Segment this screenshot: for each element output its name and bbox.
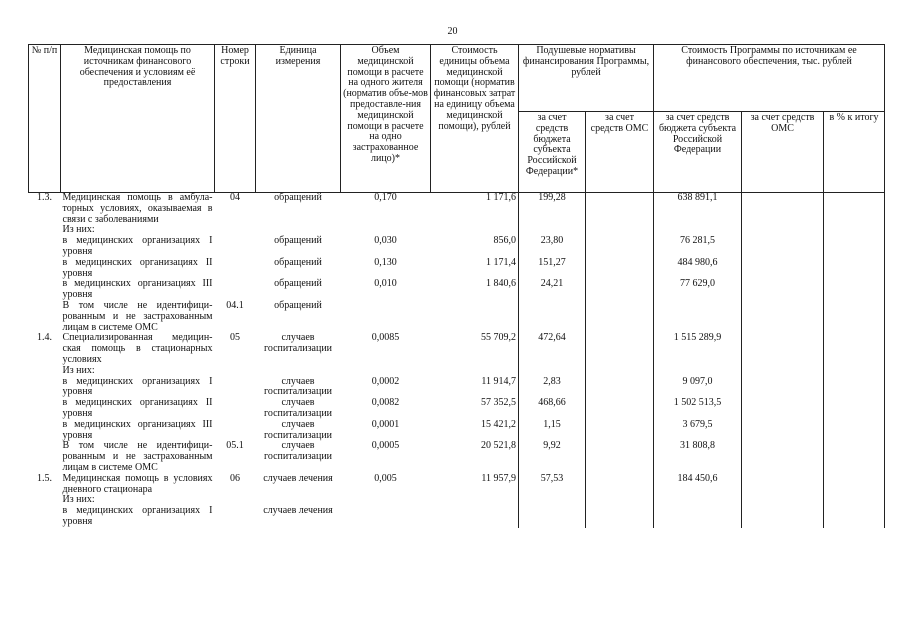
cell-pct xyxy=(824,441,885,473)
cell-cost xyxy=(431,495,519,506)
header-row-number: Номер строки xyxy=(215,45,256,193)
cell-volume: 0,0085 xyxy=(371,332,400,344)
cell-unit: обращений xyxy=(274,278,322,290)
cell-name: Специализированная медицин-ская помощь в стационарных условиях xyxy=(62,332,213,365)
table-row xyxy=(29,377,885,399)
cell-cost: 55 709,2 xyxy=(481,332,516,344)
cell-norm-oms xyxy=(586,193,654,226)
cell-cost-budget: 184 450,6 xyxy=(654,474,742,496)
cell-norm-oms xyxy=(586,366,654,377)
cell-norm-oms xyxy=(586,279,654,301)
cell-cost: 1 171,6 xyxy=(486,192,516,203)
cell-unit: случаев госпитализации xyxy=(263,375,333,398)
cell-unit: обращений xyxy=(274,299,322,311)
header-unit: Единица измерения xyxy=(256,45,341,193)
cell-volume xyxy=(341,506,431,528)
cell-cost: 11 914,7 xyxy=(481,375,516,387)
cell-name: в медицинских организациях II уровня xyxy=(62,256,213,279)
header-cost-pct: в % к итогу xyxy=(824,112,885,193)
cell-unit: случаев госпитализации xyxy=(263,418,333,441)
cell-no: 1.3. xyxy=(37,192,52,203)
cell-cost-oms xyxy=(742,474,824,496)
cell-no xyxy=(29,441,61,473)
table-row xyxy=(29,420,885,442)
cell-norm-oms xyxy=(586,506,654,528)
cell-cost-budget xyxy=(654,366,742,377)
table-row xyxy=(29,301,885,333)
cell-norm-budget: 2,83 xyxy=(519,377,586,399)
cell-pct xyxy=(824,236,885,258)
cell-row xyxy=(215,279,256,301)
cell-norm-oms xyxy=(586,420,654,442)
table-row xyxy=(29,236,885,258)
cell-pct xyxy=(824,398,885,420)
cell-name: В том числе не идентифици-рованным и не застрахованным лицам в системе ОМС xyxy=(62,299,213,333)
cell-volume xyxy=(341,301,431,333)
cell-norm-oms xyxy=(586,333,654,365)
cell-cost-budget: 9 097,0 xyxy=(654,377,742,399)
cell-unit: случаев госпитализации xyxy=(263,397,333,419)
table-body xyxy=(29,193,885,528)
cell-norm-oms xyxy=(586,377,654,399)
cell-name: Из них: xyxy=(62,494,95,506)
table-row xyxy=(29,398,885,420)
cell-no: 1.4. xyxy=(37,332,52,344)
cell-volume: 0,0005 xyxy=(371,440,400,452)
cell-cost-oms xyxy=(742,506,824,528)
cell-cost-budget: 1 515 289,9 xyxy=(654,333,742,365)
cell-norm-oms xyxy=(586,258,654,280)
cell-norm-budget: 468,66 xyxy=(519,398,586,420)
cell-cost: 1 840,6 xyxy=(486,278,516,290)
cell-norm-budget xyxy=(519,495,586,506)
header-volume: Объем медицинской помощи в расчете на одного жителя (норматив объе-мов предоставле-ния медицинской помощи в расчете на одно застрахованное лицо)* xyxy=(341,45,431,193)
cell-volume: 0,130 xyxy=(374,256,397,268)
cell-row xyxy=(215,377,256,399)
cell-unit xyxy=(256,366,341,377)
cell-unit: обращений xyxy=(274,256,322,268)
cell-volume xyxy=(341,495,431,506)
cell-cost-oms xyxy=(742,441,824,473)
cell-name: Из них: xyxy=(62,224,95,236)
header-norm-budget: за счет средств бюджета субъекта Российской Федерации* xyxy=(519,112,586,193)
cell-no xyxy=(29,279,61,301)
cell-unit: обращений xyxy=(274,235,322,247)
cell-cost-oms xyxy=(742,398,824,420)
cell-name: в медицинских организациях III уровня xyxy=(62,418,213,441)
table-row xyxy=(29,506,885,528)
cell-norm-oms xyxy=(586,225,654,236)
cell-name: Из них: xyxy=(62,364,95,376)
cell-pct xyxy=(824,279,885,301)
cell-cost-oms xyxy=(742,301,824,333)
cell-row: 06 xyxy=(230,472,240,484)
cell-norm-oms xyxy=(586,474,654,496)
cell-name: в медицинских организациях I уровня xyxy=(62,375,213,398)
cell-cost: 15 421,2 xyxy=(481,418,516,430)
cell-no xyxy=(29,301,61,333)
cell-volume: 0,0002 xyxy=(371,375,400,387)
cell-name: в медицинских организациях III уровня xyxy=(62,278,213,301)
cell-norm-budget xyxy=(519,301,586,333)
cell-norm-oms xyxy=(586,398,654,420)
cell-cost-budget xyxy=(654,506,742,528)
cell-norm-oms xyxy=(586,236,654,258)
cell-row xyxy=(215,258,256,280)
cell-cost xyxy=(431,366,519,377)
cell-unit: случаев лечения xyxy=(263,472,333,484)
table-row xyxy=(29,333,885,365)
cell-no xyxy=(29,495,61,506)
cell-no xyxy=(29,420,61,442)
header-cost-oms: за счет средств ОМС xyxy=(742,112,824,193)
cell-pct xyxy=(824,420,885,442)
cell-row xyxy=(215,366,256,377)
cell-cost-budget: 77 629,0 xyxy=(654,279,742,301)
cell-volume: 0,005 xyxy=(374,472,397,484)
cell-pct xyxy=(824,474,885,496)
cell-pct xyxy=(824,333,885,365)
cell-cost-oms xyxy=(742,225,824,236)
cell-cost-budget: 31 808,8 xyxy=(654,441,742,473)
cell-name: в медицинских организациях I уровня xyxy=(62,505,213,527)
cell-cost-budget: 638 891,1 xyxy=(654,193,742,226)
cell-no xyxy=(29,225,61,236)
cell-volume: 0,0082 xyxy=(371,397,400,409)
cell-no: 1.5. xyxy=(37,472,52,484)
cell-pct xyxy=(824,301,885,333)
header-no: № п/п xyxy=(29,45,61,193)
cell-cost: 1 171,4 xyxy=(486,256,516,268)
header-unit-cost: Стоимость единицы объема медицинской помощи (норматив финансовых затрат на единицу объема медицинской помощи), рублей xyxy=(431,45,519,193)
cell-row: 05 xyxy=(230,332,240,344)
cell-volume: 0,010 xyxy=(374,278,397,290)
cell-row xyxy=(215,495,256,506)
cell-norm-budget: 472,64 xyxy=(519,333,586,365)
cell-norm-budget: 1,15 xyxy=(519,420,586,442)
cell-norm-oms xyxy=(586,301,654,333)
cell-volume xyxy=(341,366,431,377)
cell-row xyxy=(215,506,256,528)
cell-norm-budget xyxy=(519,506,586,528)
cell-norm-oms xyxy=(586,441,654,473)
cell-norm-budget: 24,21 xyxy=(519,279,586,301)
cell-unit: случаев госпитализации xyxy=(263,332,333,355)
cell-cost-oms xyxy=(742,377,824,399)
cell-cost-oms xyxy=(742,420,824,442)
cell-row xyxy=(215,398,256,420)
cell-no xyxy=(29,366,61,377)
cell-pct xyxy=(824,193,885,226)
table-row xyxy=(29,258,885,280)
table-row xyxy=(29,366,885,377)
cell-norm-budget xyxy=(519,366,586,377)
cell-row xyxy=(215,236,256,258)
cell-cost: 856,0 xyxy=(493,235,516,247)
header-norm-oms: за счет средств ОМС xyxy=(586,112,654,193)
table-row xyxy=(29,193,885,226)
cell-volume: 0,0001 xyxy=(371,418,400,430)
cell-cost: 57 352,5 xyxy=(481,397,516,409)
cell-cost xyxy=(431,506,519,528)
cell-cost-oms xyxy=(742,333,824,365)
cell-no xyxy=(29,506,61,528)
cell-norm-budget: 199,28 xyxy=(519,193,586,226)
cell-cost-budget: 484 980,6 xyxy=(654,258,742,280)
cell-row: 04.1 xyxy=(226,299,244,311)
table-row xyxy=(29,279,885,301)
cell-cost-oms xyxy=(742,495,824,506)
table-row xyxy=(29,474,885,496)
cell-cost-oms xyxy=(742,193,824,226)
cell-name: в медицинских организациях II уровня xyxy=(62,397,213,419)
cell-row: 05.1 xyxy=(226,440,244,452)
cell-cost-budget: 3 679,5 xyxy=(654,420,742,442)
cell-no xyxy=(29,236,61,258)
header-group-cost: Стоимость Программы по источникам ее финансового обеспечения, тыс. рублей xyxy=(654,45,885,112)
cell-cost: 20 521,8 xyxy=(481,440,516,452)
cell-row xyxy=(215,420,256,442)
cell-cost-oms xyxy=(742,279,824,301)
cell-no xyxy=(29,377,61,399)
cell-cost-budget: 1 502 513,5 xyxy=(654,398,742,420)
cell-pct xyxy=(824,225,885,236)
cell-norm-budget: 23,80 xyxy=(519,236,586,258)
cell-row xyxy=(215,225,256,236)
cell-cost xyxy=(431,301,519,333)
cell-norm-budget: 9,92 xyxy=(519,441,586,473)
cell-name: В том числе не идентифици-рованным и не застрахованным лицам в системе ОМС xyxy=(62,440,213,473)
table-row xyxy=(29,441,885,473)
cell-row: 04 xyxy=(230,192,240,203)
cell-cost-budget xyxy=(654,495,742,506)
cell-name: Медицинская помощь в амбула-торных условиях, оказываемая в связи с заболеваниями xyxy=(62,192,213,225)
cell-unit: обращений xyxy=(274,192,322,203)
header-name: Медицинская помощь по источникам финансового обеспечения и условиям её предоставления xyxy=(61,45,215,193)
cell-cost-budget xyxy=(654,301,742,333)
cell-cost-budget: 76 281,5 xyxy=(654,236,742,258)
header-cost-budget: за счет средств бюджета субъекта Российской Федерации xyxy=(654,112,742,193)
cell-norm-budget: 57,53 xyxy=(519,474,586,496)
cell-pct xyxy=(824,258,885,280)
cell-cost: 11 957,9 xyxy=(481,472,516,484)
cell-pct xyxy=(824,506,885,528)
cell-no xyxy=(29,398,61,420)
cell-pct xyxy=(824,377,885,399)
header-group-norms: Подушевые нормативы финансирования Программы, рублей xyxy=(519,45,654,112)
cell-cost-oms xyxy=(742,258,824,280)
page-number: 20 xyxy=(447,26,458,37)
program-cost-table xyxy=(28,44,885,528)
cell-cost-oms xyxy=(742,366,824,377)
cell-unit: случаев госпитализации xyxy=(263,440,333,463)
cell-no xyxy=(29,258,61,280)
cell-unit: случаев лечения xyxy=(263,505,333,517)
cell-norm-oms xyxy=(586,495,654,506)
cell-pct xyxy=(824,495,885,506)
cell-volume: 0,030 xyxy=(374,235,397,247)
cell-name: в медицинских организациях I уровня xyxy=(62,235,213,257)
cell-volume: 0,170 xyxy=(374,192,397,203)
cell-norm-budget: 151,27 xyxy=(519,258,586,280)
cell-cost-oms xyxy=(742,236,824,258)
cell-name: Медицинская помощь в условиях дневного стационара xyxy=(62,472,213,495)
cell-pct xyxy=(824,366,885,377)
